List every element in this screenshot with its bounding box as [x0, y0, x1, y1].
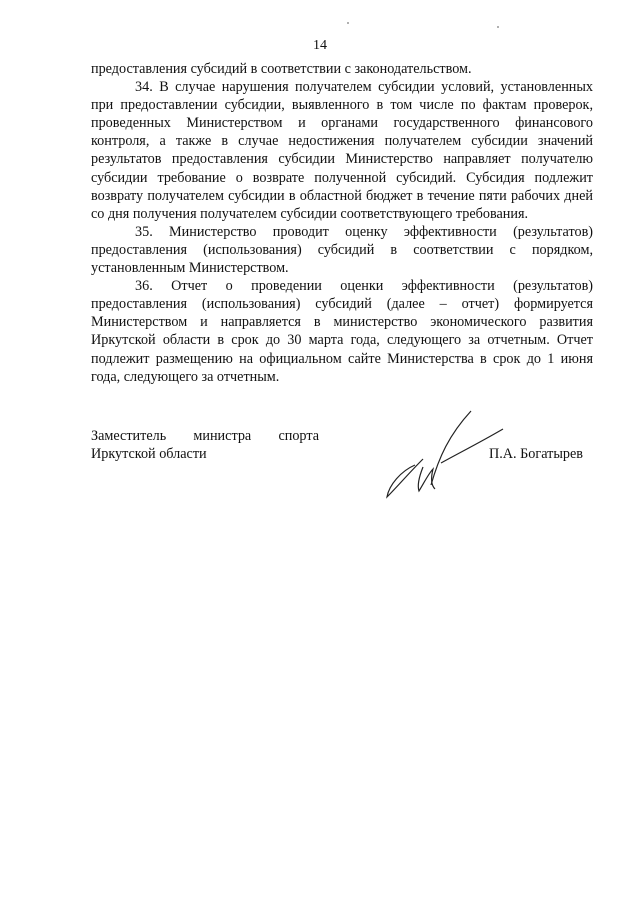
position-word: министра — [193, 428, 252, 444]
paragraph-continuation: предоставления субсидий в соответствии с законодательством. — [91, 61, 472, 77]
paragraph-35: 35. Министерство проводит оценку эффективности (результатов) предоставления (использования) субсидий в соответствии с порядком, установленным Министерством. — [91, 223, 593, 277]
scan-speck — [347, 22, 349, 24]
document-body — [91, 60, 593, 386]
page-number: 14 — [313, 38, 327, 53]
scan-speck — [497, 26, 499, 28]
position-word: спорта — [278, 428, 319, 444]
signature-block — [91, 427, 596, 507]
position-word: Заместитель — [91, 428, 167, 444]
paragraph-36: 36. Отчет о проведении оценки эффективности (результатов) предоставления (использования) субсидий (далее – отчет) формируется Министерством и направляется в министерство экономического развития Иркутской области в срок до 30 марта года, следующего за отчетным. Отчет подлежит размещению на официальном сайте Министерства в срок до 1 июня года, следующего за отчетным. — [91, 278, 593, 385]
position-region: Иркутской области — [91, 446, 207, 462]
paragraph-34: 34. В случае нарушения получателем субсидии условий, установленных при предоставлении субсидии, выявленного в том числе по фактам проверок, проведенных Министерством и органами государственного финансового контроля, а также в случае недостижения получателем субсидии значений результатов предоставления субсидии Министерство направляет получателю субсидии требование о возврате полученной субсидий. Субсидия подлежит возврату получателем субсидии в областной бюджет в течение пяти рабочих дней со дня получения получателем субсидии соответствующего требования. — [91, 79, 593, 222]
signatory-name: П.А. Богатырев — [489, 446, 583, 462]
signatory-position — [91, 427, 319, 463]
